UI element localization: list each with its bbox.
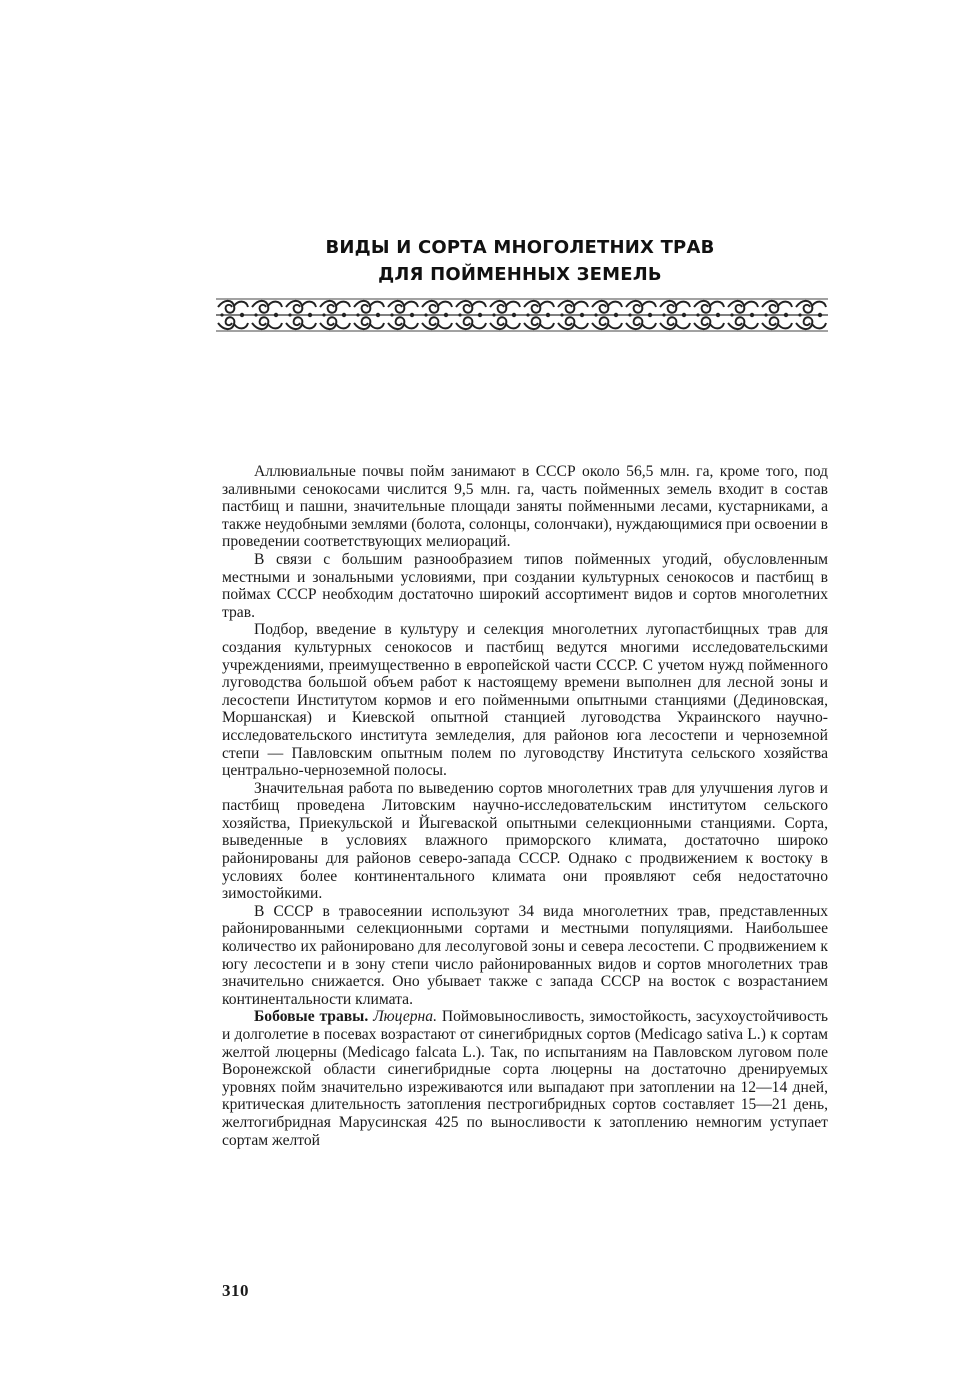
paragraph-5: В СССР в травосеянии используют 34 вида многолетних трав, представленных районированными селекционными сортами и местными популяциями. Наибольшее количество их районировано для лесолуговой зоны и севера лесостепи. С продвижением к югу лесостепи и в зону степи число районированных видов и сортов многолетних трав значительно снижается. Оно убывает также с запада СССР на восток с возрастанием континентальности климата. (222, 902, 828, 1008)
legumes-heading: Бобовые травы. (254, 1008, 369, 1026)
chapter-title-line-2: ДЛЯ ПОЙМЕННЫХ ЗЕМЕЛЬ (378, 264, 662, 285)
paragraph-6-text: Поймовыносливость, зимостойкость, засухоустойчивость и долголетие в посевах возрастают от синегибридных сортов (Medicago sativa L.) к сортам желтой люцерны (Medicago falcata L.). Так, по испытаниям на Павловском луговом поле Воронежской области синегибридные сорта люцерны на достаточно дренируемых уровнях пойм значительно изреживаются или выпадают при затоплении на 12—14 дней, критическая длительность затопления пестрогибридных сортов составляет 15—21 день, желтогибридная Марусинская 425 по выносливости к затоплению немногим уступает сортам желтой (222, 1008, 829, 1149)
paragraph-1: Аллювиальные почвы пойм занимают в СССР около 56,5 млн. га, кроме того, под заливными сенокосами числится 9,5 млн. га, часть пойменных земель входит в состав пастбищ и пашни, значительные площади заняты пойменными лесами, кустарниками, а также неудобными землями (болота, солонцы, солончаки), нуждающимися при освоении в проведении соответствующих мелиораций. (222, 463, 828, 551)
page-number: 310 (222, 1281, 249, 1300)
paragraph-4: Значительная работа по выведению сортов многолетних трав для улучшения лугов и пастбищ проведена Литовским научно-исследовательским институтом сельского хозяйства, Приекульской и Йыгеваской опытными селекционными станциями. Сорта, выведенные в условиях влажного приморского климата, достаточно широко районированы для районов северо-запада СССР. Однако с продвижением к востоку в условиях более континентального климата они проявляют себя недостаточно зимостойкими. (222, 779, 828, 903)
paragraph-2: В связи с большим разнообразием типов пойменных угодий, обусловленным местными и зональными условиями, при создании культурных сенокосов и пастбищ в поймах СССР необходим достаточно широкий ассортимент видов и сортов многолетних трав. (222, 550, 828, 621)
decorative-scroll-border-icon (216, 298, 828, 332)
body-text (222, 463, 828, 1149)
alfalfa-subheading: Люцерна. (373, 1008, 437, 1026)
chapter-title-line-1: ВИДЫ И СОРТА МНОГОЛЕТНИХ ТРАВ (325, 237, 715, 258)
chapter-title (200, 234, 840, 288)
paragraph-6 (222, 1008, 828, 1149)
paragraph-3: Подбор, введение в культуру и селекция многолетних лугопастбищных трав для создания культурных сенокосов и пастбищ ведутся многими исследовательскими учреждениями, преимущественно в европейской части СССР. С учетом нужд пойменного луговодства большой объем работ к настоящему времени выполнен для лесной зоны и лесостепи Институтом кормов и его пойменными опытными станциями (Дединовская, Моршанская) и Киевской опытной станцией луговодства Украинского научно-исследовательского института земледелия, для районов юга лесостепи и черноземной степи — Павловским опытным полем по луговодству Института сельского хозяйства центрально-черноземной полосы. (222, 621, 828, 780)
